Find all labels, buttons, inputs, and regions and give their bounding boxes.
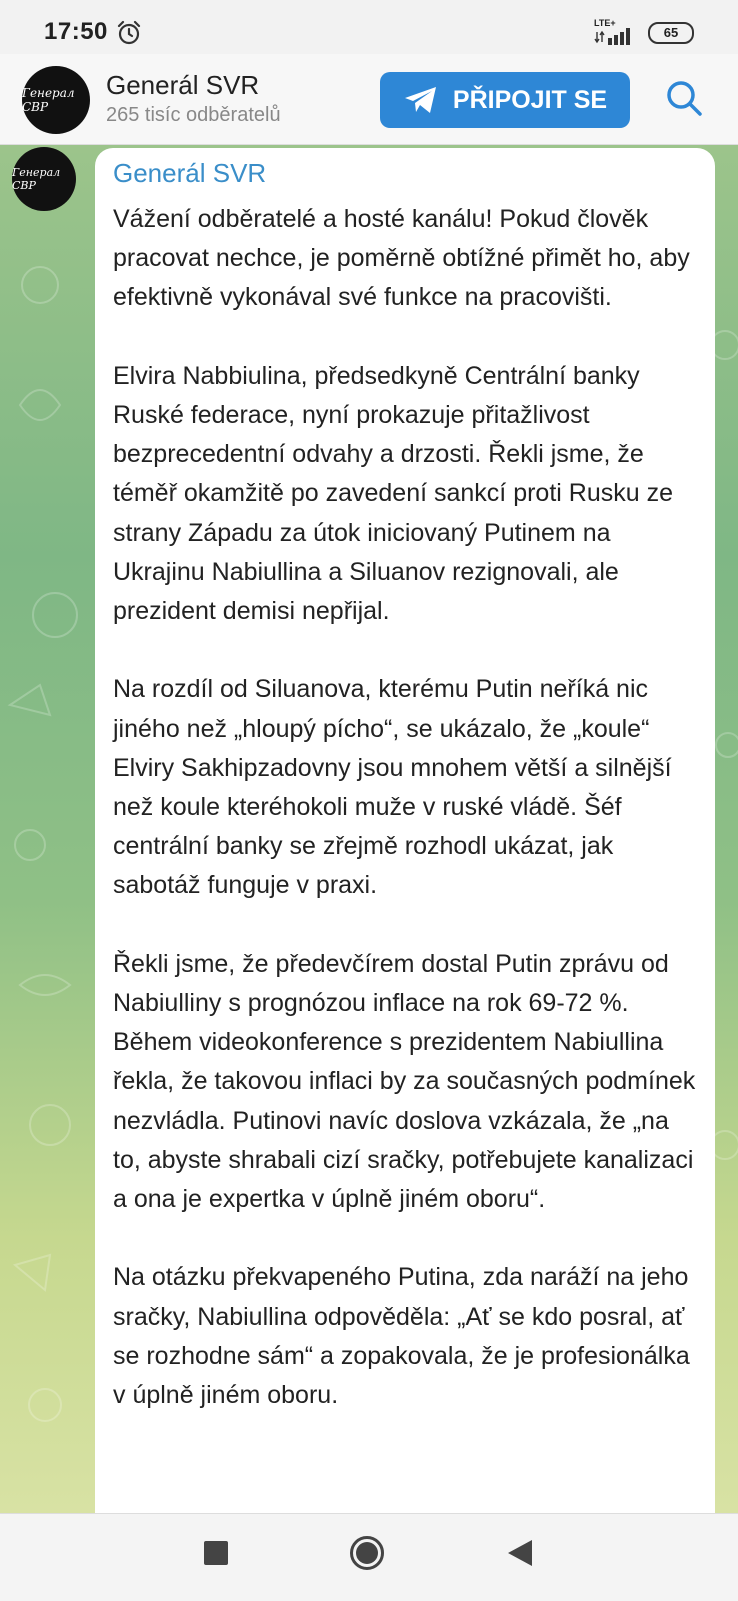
channel-avatar[interactable]: Генерал СВР bbox=[22, 66, 90, 134]
sender-avatar[interactable]: Генерал СВР bbox=[12, 147, 76, 211]
message-paragraph: Elvira Nabbiulina, předsedkyně Centrální banky Ruské federace, nyní prokazuje přitažlivost bezprecedentní odvahy a drzosti. Řekli jsme, že téměř okamžitě po zavedení sankcí proti Rusku ze strany Západu za útok iniciovaný Putinem na Ukrajinu Nabiullina a Siluanov rezignovali, ale prezident demisi nepřijal. bbox=[113, 361, 673, 626]
message-paragraph: Na otázku překvapeného Putina, zda naráží na jeho sračky, Nabiullina odpověděla: „Ať se kdo posral, ať se rozhodne sám“ a zopakovala, že je profesionálka v úplně jiném oboru. bbox=[113, 1263, 690, 1410]
system-nav-bar bbox=[0, 1513, 738, 1601]
status-bar bbox=[0, 0, 738, 54]
circle-home-icon[interactable] bbox=[350, 1536, 384, 1570]
home-dot bbox=[356, 1542, 378, 1564]
triangle-back-icon[interactable] bbox=[506, 1538, 534, 1568]
message-paragraph: Vážení odběratelé a hosté kanálu! Pokud člověk pracovat nechce, je poměrně obtížné přimět ho, aby efektivně vykonával své funkce na pracovišti. bbox=[113, 205, 690, 312]
join-button[interactable] bbox=[380, 72, 630, 128]
square-recents-icon[interactable] bbox=[204, 1541, 228, 1565]
signal-bars-icon bbox=[594, 18, 638, 46]
sender-name[interactable]: Generál SVR bbox=[113, 158, 267, 188]
message-text bbox=[113, 200, 703, 1454]
channel-title[interactable]: Generál SVR bbox=[106, 70, 260, 100]
subscriber-count: 265 tisíc odběratelů bbox=[106, 104, 281, 126]
join-button-label: PŘIPOJIT SE bbox=[452, 85, 608, 114]
message-paragraph: Na rozdíl od Siluanova, kterému Putin neříká nic jiného než „hloupý pícho“, se ukázalo, že „koule“ Elviry Sakhipzadovny jsou mnohem větší a silnější než koule kteréhokoli muže v ruské vládě. Šéf centrální banky se zřejmě rozhodl ukázat, jak sabotáž funguje v praxi. bbox=[113, 675, 672, 900]
battery-icon: 65 bbox=[648, 22, 694, 44]
channel-header bbox=[0, 54, 738, 145]
status-time: 17:50 bbox=[44, 18, 108, 45]
alarm-clock-icon bbox=[116, 20, 142, 46]
telegram-plane-icon bbox=[403, 85, 439, 115]
message-paragraph: Řekli jsme, že předevčírem dostal Putin zprávu od Nabiulliny s prognózou inflace na rok 69-72 %. Během videokonference s prezidentem Nabiullina řekla, že takovou inflaci by za současných podmínek nezvládla. Putinovi navíc doslova vzkázala, že „na to, abyste shrabali cizí sračky, potřebujete kanalizaci a ona je expertka v úplně jiném oboru“. bbox=[113, 949, 696, 1214]
search-icon[interactable] bbox=[664, 78, 704, 118]
message-bubble bbox=[95, 148, 715, 1518]
network-label: LTE+ bbox=[594, 18, 616, 28]
